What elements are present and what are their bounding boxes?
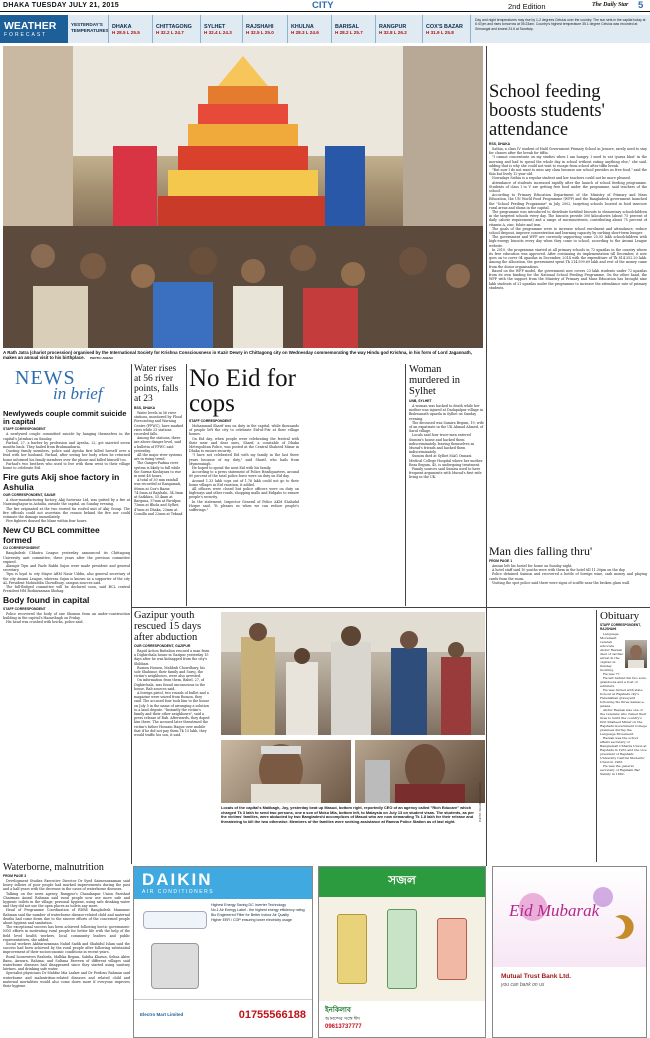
paragraph: The government and WFP are currently supporting some 25.55 lakh schoolchildren with high-energy biscuits every day when they come to school, according to the Awami League website. [489, 235, 647, 248]
brief-body [3, 612, 130, 625]
islamic-ad-brand: ইনকিলাব [325, 1007, 351, 1014]
byline: STAFF CORRESPONDENT [3, 606, 46, 611]
byline: OUR CORRESPONDENT, SAVAR [3, 493, 56, 498]
obituary [600, 610, 647, 862]
man-dies-article [489, 545, 647, 605]
paragraph: The programme was introduced to distribute fortified biscuits to elementary schoolchildren in the targeted schools every day. The biscuits provide 300 kilocalories (about 75 percent of daily calorie requirement) and a range of micronutrients, contributing about 75 percent of vitamin A, zinc, folate and iron. [489, 210, 647, 227]
caption-text: A Rath Jatra (chariot procession) organised by the International Society for Krishna Consciousness in Kazir Dewry in Chittagong city on Wednesday commemorating the way Hindu god Krishna, in his form of Lord Jagannath, makes an annual visit to his birthplace. [3, 350, 472, 361]
paragraph: He left behind his two sons, grandsons and a host of admirers. [600, 676, 647, 688]
paragraph: The goals of the programme were to increase school enrolment and attendance, reduce school dropout, improve concentration and learning capacity by curbing short-term hunger. [489, 226, 647, 236]
paragraph: He was the general secretary of Rajshahi Bar Samity in 1992. [600, 764, 640, 776]
paragraph: Visiting the spot police said there were signs of scuffle near the broken glass wall. [492, 580, 631, 585]
ac-unit-illustration [139, 903, 211, 993]
daikin-bullet: Bio Engineered Filter for Better Indoor Air Quality [211, 913, 289, 917]
daikin-bullets [211, 903, 306, 995]
headline: Woman murdered in Sylhet [409, 364, 461, 397]
paragraph: Talking on the news agency, Rangpur's Chandanpur Union Parishad Chairman Anisul Rahman said rural people now use more safe and hygienic toilets in the village, personal hygiene, using safe drinking water and they did not use the open places as toilets any more. [3, 891, 130, 909]
article-body [3, 879, 130, 988]
paragraph: According to a press statement of Police Headquarters, around 80 percent of the total police force were on duty on Eid day. [189, 470, 299, 479]
paragraph: The fire originated at the two storied tin roofed unit of Akij Group. The fire officials could not ascertain the reason behind the fire nor could estimate the damage immediately. [3, 506, 130, 520]
byline: STAFF CORRESPONDENT [189, 419, 232, 423]
paragraph: A newlywed couple committed suicide by hanging themselves in the capital's Jatrabari on Sunday. [3, 432, 130, 441]
article-body [134, 411, 184, 516]
paragraph: Tipu is loyal to city Mayor ABM Nasir Uddin, also general secretary of the city Awami League, whereas Sujan is known as a supporter of the city AL President Mohiuddin Chowdhury, campus sources said. [3, 572, 130, 585]
weather-yesterday-label: YESTERDAY'S TEMPERATURES [71, 22, 109, 33]
top-photo-caption [3, 350, 483, 361]
weather-subtitle: FORECAST [4, 31, 48, 38]
paragraph: He was buried with state honour at Rajshahi city's Hetemkhan graveyard following his three namaz-e-janaza. [600, 688, 645, 708]
islamic-ad-footer [319, 1001, 485, 1037]
daikin-bullet: Highest Energy Saving DC Inverter Technology [211, 903, 287, 907]
paragraph: Amran left his hostel for home on Sunday night. [492, 564, 573, 568]
headline: School feeding boosts students' attendance [489, 83, 605, 140]
photo-credit: PHOTO: ANJAN [89, 356, 113, 361]
headline: No Eid for cops [189, 366, 296, 417]
paragraph: Farhad, 27, a barber by profession and Ayesha, 22, got married seven months back. They hailed from Brahmanbaria. [3, 440, 130, 450]
brief-body [3, 551, 130, 593]
school-feeding-article [489, 83, 647, 541]
byline: FROM PAGE 1 [489, 559, 513, 563]
paragraph: Nowadays Sathia is a regular student and her teachers could not be more pleased. [492, 176, 631, 181]
weather-strip [0, 15, 650, 43]
masthead-page-number: 5 [638, 0, 644, 11]
masthead-date: DHAKA TUESDAY JULY 21, 2015 [3, 2, 120, 9]
paragraph: Around 1.33 lakh cops out of 1.76 lakh could not go to their home villages in Eid vacation, it added. [189, 478, 299, 487]
portrait-illustration [625, 640, 647, 668]
weather-city: SYLHET H 32.4 L 24.3 [200, 15, 242, 43]
daikin-bullet: Higher EER / COP ensuring lower electricity usage [211, 918, 292, 922]
islamic-ad-top: সজল [388, 873, 416, 887]
daikin-dealer: Electro Mart Limited [140, 1012, 184, 1017]
brief-headline: Body found in capital [3, 595, 90, 606]
mid-photo-credit: PHOTO: SHAHIDUL ISLAM KHAN [479, 782, 482, 823]
weather-title: WEATHER [4, 19, 57, 32]
paragraph: Family sources said Sumira used to have frequent arguments with Murad's first wife living in the UK. [409, 467, 482, 480]
beating-photo [221, 612, 485, 735]
masud-photo [355, 740, 485, 803]
article-body [134, 649, 210, 737]
headline: Obituary [600, 610, 640, 622]
brief-title-block [3, 364, 130, 410]
paragraph: "But now I do not want to miss any class because our school provides us free food," said the thin but lively 12-year-old. [489, 168, 647, 177]
weather-city: BARISAL H 28.2 L 25.7 [331, 15, 375, 43]
paragraph: All the major river systems are in rising trend. [134, 453, 183, 462]
paragraph: In 2010, the programme started at all primary schools in 72 upazilas in the country where its free education was approved. After continuing its implementation till December, it now goes on to cover 94 upazilas in December, 2014 with the expenditure of Tk 814.352.20 lakh. Among the allocation, the government spent Tk 214.599.69 lakh and rest of the money came from the donor organisations. [489, 247, 647, 269]
paragraph: Attendance of students increased rapidly after the launch of school feeding programme. Students of class I to V are getting free food under the programme, said teachers of the school. [489, 180, 647, 194]
brief-title: NEWS [15, 367, 76, 389]
paragraph: The exceptional success has been achieved following hectic government-NGO efforts in motivating rural people for better life with the help of the field level health workers, local community leaders and public representatives, she added. [3, 925, 130, 942]
masthead-edition: 2nd Edition [508, 2, 546, 11]
paragraph: Abdur Razzak was one of the veterans who risked their lives to build the country's first Shaheed Minar on the Rajshahi Government College premises during the Language Movement. [600, 708, 647, 736]
daikin-ad[interactable] [133, 866, 313, 1038]
rath-jatra-photo [3, 46, 483, 348]
brief-body [3, 498, 130, 523]
paragraph: Among the stations, there are above danger level, said a bulletin of FFWC said yesterday. [134, 436, 182, 453]
paragraph: "I cannot concentrate on my studies when I am hungry. I used to eat 'guava bhat' in the morning and had to spend the whole day in school without eating anything else," she said, adding that is why she could not wait to escape from school after tiffin break. [489, 155, 647, 168]
brief-headline: New CU BCL committee formed [3, 525, 100, 545]
byline: FROM PAGE 3 [3, 874, 27, 878]
paragraph: His head was crushed with bricks, police said. [6, 620, 84, 625]
weather-city: CHITTAGONG H 32.2 L 24.7 [152, 15, 200, 43]
paragraph: Water levels in 56 river stations, monitored by Flood Forecasting and Warning Centre (FFWC), have marked rises while 23 stations recorded falls. [134, 411, 184, 437]
daikin-body [134, 899, 312, 999]
woman-murdered-article [409, 364, 484, 607]
masthead-section: CITY [312, 0, 334, 11]
weather-cities [108, 15, 470, 43]
islamic-ad[interactable] [318, 866, 486, 1038]
paragraph: Sathia, a class IV student of Halil Government Primary School in Jessore, rarely used to stay for classes after the break for tiffin. [489, 147, 647, 156]
crowd-illustration [221, 612, 485, 735]
paragraph: Development Studies Executive Director Dr Syed Saimenuzzaman said heavy inflows of poor people had marked improvements during the past and a half years with the decrease in the cases of waterborne diseases. [3, 879, 130, 892]
paragraph: "I have not celebrated Eid with my family in the last three years because of my duty," said Sharif, who hails from Mymensingh. [189, 453, 299, 466]
paragraph: The deceased was Sumira Begum, 19, wife of an expatriate in the UK Ahmad Ahmed, of Sarul village. [409, 420, 484, 434]
weather-note: Day and night temperatures may rise by 1-2 degrees Celsius over the country. The sun sets in the capital today at 6:47pm and rises tomorrow at 05:23am. Country's highest temperature 35.1 degree Celsius was recorded at Srimangal and lowest 24.6 at Sandwip. [470, 15, 650, 43]
column-rule [596, 610, 597, 862]
column-rule [186, 364, 187, 606]
mid-photo-caption: Locals of the capital's Malibagh, Joy, yesterday beat up Masud, bottom right, reportedly CEO of an agency called "Rich Educare" which charged Tk 3 lakh to send two persons, one a son of Moku Mia, bottom left, to Malaysia on July 13 on student visas. The students, as per the victims' families, were abducted by two Bangladeshi accomplices of Masud who are now demanding Tk 1.8 lakh for their release and threatening to kill the two otherwise. Members of the families were seeking assistance at Ramna Police Station as of last night. [221, 805, 474, 824]
weather-city: DHAKA H 28.5 L 25.5 [108, 15, 152, 43]
paragraph: A shoe-manufacturing factory, Akij footwear Ltd, was gutted by a fire at Narasinghapur in Ashulia, outside the capital, on Sunday evening. [3, 498, 130, 507]
paragraph: Rural housewives Rasheda, Mallika Begum, Sabiha Khatun, Selina Akter Banu, Anwara, Rahima, and Sultana Parveen of different villages said waterborne diseases had disappeared since they started using sanitary latrines, and drinking safe water. [3, 954, 130, 972]
byline: UNB, SYLHET [409, 399, 432, 403]
headline: Man dies falling thru' [489, 545, 593, 558]
article-body [489, 564, 647, 585]
daikin-brand: DAIKIN [142, 870, 213, 889]
gazipur-article [134, 610, 210, 860]
paragraph: Social workers Akhtaruzzaman Nahid Sadik and Shahidul Islam said the success had been achieved by the rural people after following substantial improvement of their socioeconomic conditions in recent years. [3, 942, 130, 955]
column-rule [131, 364, 132, 864]
waterborne-article [3, 862, 130, 1038]
no-eid-for-cops-article [189, 366, 299, 606]
byline: RSS, DHAKA [489, 142, 511, 146]
paragraph: He was 77. [603, 672, 621, 676]
eid-ad-decor [493, 867, 646, 967]
byline: BSS, DHAKA [134, 406, 156, 410]
eid-ad-footer [493, 967, 646, 994]
paragraph: A hotel staff said 10 youths were with them in the hotel till 11.30pm on the day. [492, 568, 626, 573]
headline: Gazipur youth rescued 15 days after abduction [134, 610, 202, 643]
eid-mubarak-ad[interactable] [492, 866, 647, 1038]
eid-slogan: you can bank on us [501, 982, 545, 988]
masthead [0, 0, 650, 12]
paragraph: Police recovered the body of one Shomon from an under-construction building in the capital's Hazaribagh on Friday. [3, 611, 130, 621]
headline: Waterborne, malnutrition [3, 862, 104, 873]
daikin-bullet: No.1 Air Energy Label - the highest energy efficiency rating [211, 908, 305, 912]
paragraph: Head of Programme Coordination of RDRS Bangladesh Mamunur Rahman said the number of waterborne disease-related child and maternal deaths had come down due to the sincere efforts of the concerned people about hygiene and sanitation. [3, 908, 130, 926]
paragraph: The Ganges-Padma river system is likely to fall while the Surma-Kushiyara to rise in next 48 hours. [134, 461, 182, 479]
daikin-footer [134, 999, 312, 1029]
father-photo [221, 740, 351, 803]
paragraph: Specialist physicians Dr Mahfuz Mia Lasker and Dr Ferdous Rahman said waterborne and malnutrition-related diseases and related child and maternal mortalities would also come down more if everyone improves their hygiene. [3, 971, 130, 989]
daikin-phone[interactable]: 01755566188 [238, 1008, 306, 1021]
column-rule [405, 364, 406, 606]
column-rule [486, 46, 487, 866]
weather-city: KHULNA H 28.3 L 24.6 [287, 15, 331, 43]
weather-city: COX'S BAZAR H 31.9 L 25.8 [422, 15, 470, 43]
islamic-ad-header [319, 867, 485, 897]
brief-body [3, 432, 130, 470]
paragraph: Rumon Hossen, Mahbub Chowdhury, his sole Shahinur, their family and Suruj, the victim's neighbours, were also arrested. [134, 665, 205, 679]
paragraph: Razzak was the school affairs secretary of Bangladesh Chhatra Union at Rajshahi in 1955 and the vice president of Rajshahi University Central Students' Union in 1963. [600, 736, 647, 764]
paragraph: A total of 30 mm rainfall was recorded at Rangamati, 80mm at Cox's Bazar, 74.5mm at Rajshahi, 54.5mm at Satkhira, 53.4mm at Barguna, 57mm at Faridpur, 73mm at Bhola and Sylhet, 47mm at Dhaka, 23mm at Comilla and 22mm at Teknaf. [134, 478, 184, 516]
daikin-header [134, 867, 312, 899]
article-body [489, 147, 647, 290]
byline: STAFF CORRESPONDENT, RAJSHAHI [600, 623, 641, 631]
islamic-ad-body [319, 897, 485, 1001]
paragraph: Alamgir Tipu and Fazle Rabbi Sujon were made president and general secretary. [3, 564, 130, 573]
byline: CU CORRESPONDENT [3, 546, 40, 551]
eid-bank: Mutual Trust Bank Ltd. [501, 973, 572, 980]
paragraph: Mohammad Sharif was on duty in the capital, while thousands of people left the city to celebrate Eid-ul-Fitr at their village homes. [189, 424, 299, 437]
islamic-ad-line: আনন্দের সঙ্গে ঈদ [325, 1016, 360, 1022]
brief-subtitle: in brief [53, 384, 103, 403]
byline: STAFF CORRESPONDENT [3, 427, 46, 432]
islamic-ad-phone[interactable]: 09613737777 [325, 1024, 362, 1030]
section-rule [131, 607, 650, 608]
paragraph: According to Primary Education Department of the Ministry of Primary and Mass Education, the UN World Food Programme (WFP) and the Bangladesh government launched the "School Feeding Programme" in July 2002, targeting schools located in food insecure rural areas and slums in the capital. [489, 193, 647, 210]
paragraph: All officers were closed but police officers were on duty on highways and other roads, shopping malls and Eidgahs to ensure people's security. [189, 487, 299, 500]
masthead-paper: The Daily Star [592, 2, 629, 8]
paragraph: A woman was hacked to death while her mother was injured at Dadapalpur village in Bishwanath upazila in Sylhet on Sunday evening. [409, 404, 483, 421]
father-illustration [221, 740, 351, 803]
brief-headline: Fire guts Akij shoe factory in Ashulia [3, 472, 120, 492]
daikin-tag: AIR CONDITIONERS [142, 889, 215, 895]
eid-title: Eid Mubarak [509, 901, 600, 920]
weather-city: RAJSHAHI H 32.5 L 25.0 [242, 15, 287, 43]
paragraph: On Eid day, when people were celebrating the festival with their near and dear ones, Sharif, a constable of Dhaka Metropolitan Police, was posted at the Central Shaheed Minar in Dhaka to ensure security. [189, 436, 299, 454]
water-rises-article [134, 364, 184, 604]
product-illustration [437, 918, 467, 980]
paragraph: Police detained Saimon and recovered a bottle of foreign wine, cash money and playing cards from the room. [489, 572, 647, 581]
article-body [189, 424, 299, 512]
paragraph: In the statement, Inspector General of Police AKM Shahidul Hoque said, "It pleases us when we can reduce people's sufferings." [189, 499, 299, 513]
headline: Water rises at 56 river points, falls at 23 [134, 364, 179, 404]
paragraph: Quoting family members, police said Ayesha first killed herself over a feud with her husband. Farhad, after seeing her body when he returned home informed his family members over the phone and killed himself too. [3, 449, 130, 462]
paragraph: The full-fledged committee will be declared soon, said BCL central President HM Bodiuzzaman Shohag. [3, 585, 130, 594]
abdur-razzak-portrait [625, 640, 647, 668]
byline: OUR CORRESPONDENT, GAZIPUR [134, 644, 191, 648]
masud-illustration [355, 740, 485, 803]
chariot-illustration [3, 46, 483, 348]
news-in-brief [3, 364, 130, 858]
weather-title-block [0, 15, 68, 43]
paragraph: Rapid Action Battalion rescued a man from a Dighirchala house in Gazipur yesterday 15 days after he was kidnapped from the city's Shibbari. [134, 649, 210, 666]
paragraph: Farhad's two brothers who used to live with them went to their village home to celebrate Eid. [3, 461, 130, 471]
paragraph: Locals said four truce-men entered Sumira's house and hacked them indiscriminately, leaving themselves as Murad's friends and hacked them indiscriminately. [409, 433, 475, 455]
brief-headline: Newlyweds couple commit suicide in capital [3, 409, 127, 427]
product-illustration [387, 909, 417, 989]
article-body [409, 404, 484, 480]
product-illustration [337, 914, 367, 984]
paragraph: Fire fighters doused the blaze within four hours. [6, 519, 88, 524]
paragraph: Bangladesh Chhatra League yesterday announced its Chittagong University unit committee, three years after the previous committee expired. [3, 551, 130, 564]
paragraph: On information from them, Babel, 27, of Dighirchala, was found unconscious in the house, Rab sources said. [134, 678, 206, 691]
malibagh-photo-group [221, 612, 485, 862]
paragraph: Language Movement veteran advocate Abdur Razzak died of cardiac arrest in the capital on Sunday morning. [600, 632, 624, 672]
paragraph: A foreign pistol, two rounds of bullet and a magazine were seized from Rumon, they said. The accused four took him to the house on July 5 in the name of arranging a solution to a land dispute. "Instantly the victim's family and their other neighbours", said a press release of Rab. Afterwards, they doped him there. The accused later threatened the victim's father Hossain Haque over mobile that if he did not pay them Tk 15 lakh, they would traffic his son, it said. [134, 691, 210, 738]
paragraph: Sumira died at Sylhet MAG Osmani Medical College Hospital where her mother Reza Begum, 45, is undergoing treatment. [409, 454, 483, 467]
paragraph: He hoped to spend the next Eid with his family. [192, 466, 272, 471]
paragraph: Based on the WFP model, the government now covers 23 lakh students under 72 upazilas from its own funding for the National School Feeding Programme. On the other hand, the WFP with the support from the Ministry of Primary and Mass Education has brought nine lakh students of 21 upazilas under the programme to increase the attendance rate of primary students. [489, 268, 647, 290]
weather-city: RANGPUR H 32.8 L 26.2 [375, 15, 422, 43]
